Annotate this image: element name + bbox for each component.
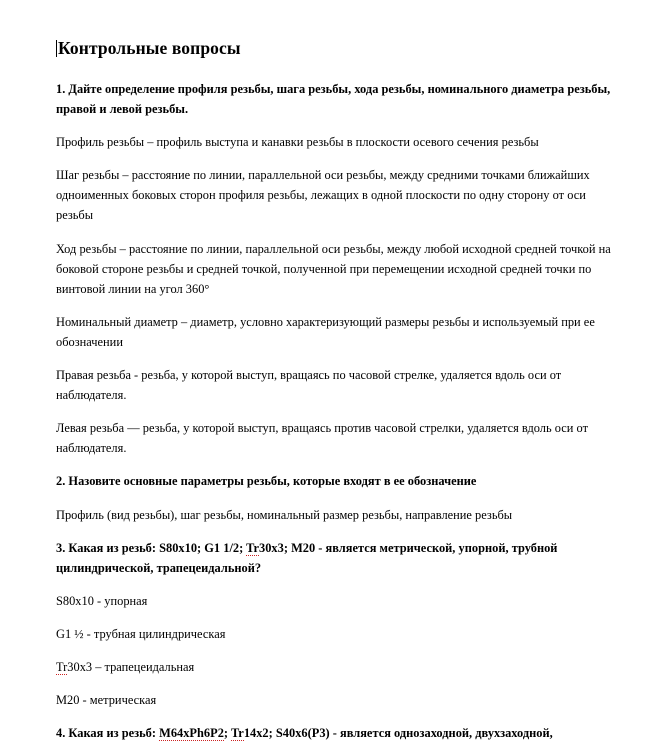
- question-2: 2. Назовите основные параметры резьбы, которые входят в ее обозначение: [56, 474, 477, 489]
- question-1: 1. Дайте определение профиля резьбы, шага резьбы, хода резьбы, номинального диаметра резьбы, правой и левой резьбы.: [56, 82, 611, 117]
- answer-left-thread-definition: Левая резьба — резьба, у которой выступ, вращаясь против часовой стрелки, удаляется вдоль оси от наблюдателя.: [56, 421, 589, 456]
- question-4: 4. Какая из резьб: M64xPh6P2; Tr14x2; S40x6(P3) - является однозаходной, двухзаходной,: [56, 726, 553, 741]
- answer-nominal-diameter-definition: Номинальный диаметр – диаметр, условно характеризующий размеры резьбы и используемый при ее обозначении: [56, 314, 595, 349]
- page-title: [56, 38, 614, 59]
- answer-profile-definition: Профиль резьбы – профиль выступа и канавки резьбы в плоскости осевого сечения резьбы: [56, 135, 539, 150]
- question-3: 3. Какая из резьб: S80x10; G1 1/2; Tr30x3; M20 - является метрической, упорной, трубной цилиндрической, трапецеидальной?: [56, 540, 558, 575]
- answer-s80x10: S80x10 - упорная: [56, 593, 148, 608]
- answer-lead-definition: Ход резьбы – расстояние по линии, параллельной оси резьбы, между любой исходной средней точкой на боковой стороне резьбы и средней точкой, полученной при перемещении исходной средней точки по винтовой линии на угол 360°: [56, 241, 611, 296]
- spellcheck-underline: Tr: [230, 726, 244, 741]
- answer-designation-parameters: Профиль (вид резьбы), шаг резьбы, номинальный размер резьбы, направление резьбы: [56, 507, 513, 522]
- answer-right-thread-definition: Правая резьба - резьба, у которой выступ, вращаясь по часовой стрелке, удаляется вдоль оси от наблюдателя.: [56, 368, 562, 403]
- answer-g1-half: G1 ½ - трубная цилиндрическая: [56, 626, 226, 641]
- answer-m20: M20 - метрическая: [56, 693, 157, 708]
- answer-tr30x3: Tr30x3 – трапецеидальная: [56, 659, 195, 674]
- answer-pitch-definition: Шаг резьбы – расстояние по линии, параллельной оси резьбы, между средними точками ближайших одноименных боковых сторон профиля резьбы, лежащих в одной плоскости по одну сторону от оси резьбы: [56, 168, 590, 223]
- text-cursor: [56, 40, 57, 57]
- spellcheck-underline: Tr: [56, 659, 68, 674]
- spellcheck-underline: M64xPh6P2: [159, 726, 224, 741]
- spellcheck-underline: Tr: [246, 540, 259, 555]
- page-title-text: Контрольные вопросы: [58, 38, 241, 58]
